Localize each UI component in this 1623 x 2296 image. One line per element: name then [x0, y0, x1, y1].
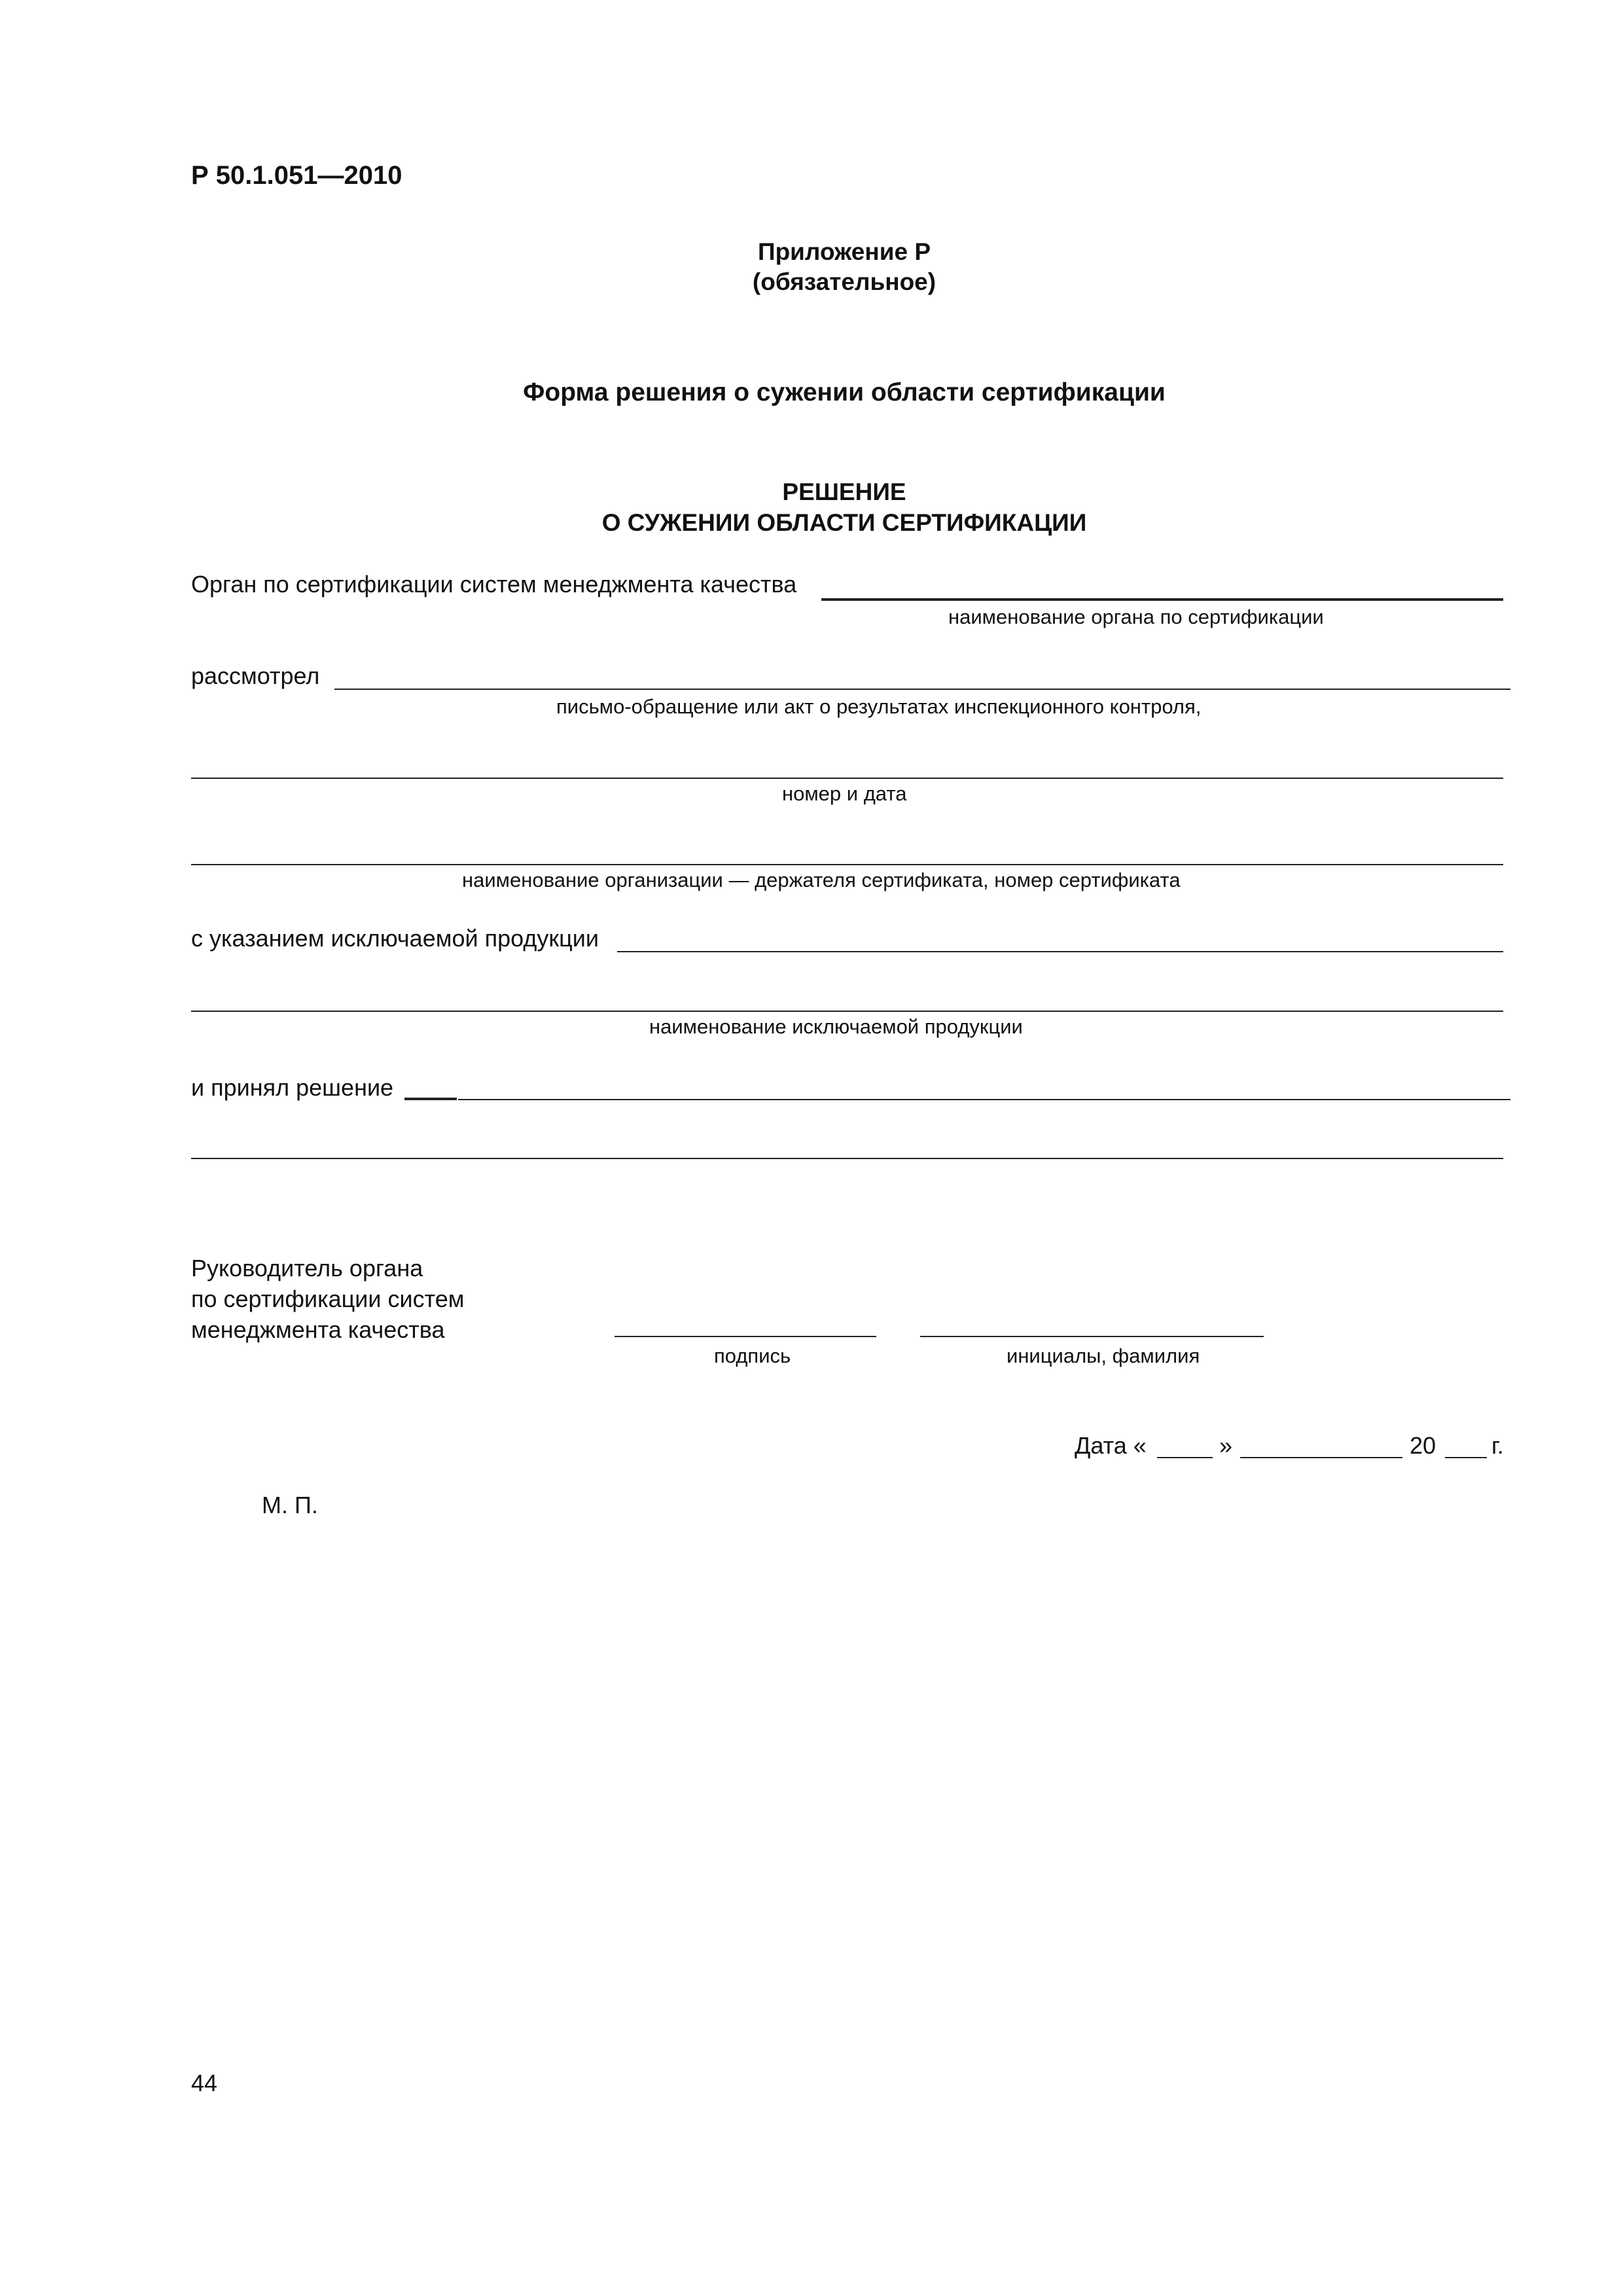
head-of-organ-label	[191, 1253, 464, 1345]
date-month-field[interactable]	[1240, 1457, 1402, 1458]
date-year-suffix: г.	[1491, 1432, 1504, 1459]
document-number: Р 50.1.051—2010	[191, 161, 402, 190]
organ-name-field[interactable]	[821, 598, 1503, 601]
appendix-status: (обязательное)	[752, 268, 936, 295]
certificate-holder-field[interactable]	[191, 864, 1503, 865]
organ-caption: наименование органа по сертификации	[948, 605, 1324, 628]
date-year-field[interactable]	[1445, 1457, 1487, 1458]
date-day-field[interactable]	[1157, 1457, 1213, 1458]
signature-caption: подпись	[714, 1344, 791, 1367]
certificate-holder-caption: наименование организации — держателя сертификата, номер сертификата	[462, 869, 1181, 891]
date-label: Дата «	[1075, 1432, 1147, 1459]
page-number: 44	[191, 2070, 218, 2096]
excluded-products-field[interactable]	[617, 951, 1503, 952]
date-quote-close: »	[1219, 1432, 1233, 1459]
initials-surname-caption: инициалы, фамилия	[1007, 1344, 1200, 1367]
reviewed-caption: письмо-обращение или акт о результатах инспекционного контроля,	[556, 695, 1202, 718]
decision-title: РЕШЕНИЕ	[782, 478, 906, 505]
head-line-1: Руководитель органа	[191, 1255, 423, 1282]
decision-field[interactable]	[458, 1099, 1510, 1100]
signature-field[interactable]	[615, 1336, 876, 1337]
decision-label: и принял решение	[191, 1074, 394, 1101]
number-date-caption: номер и дата	[782, 782, 907, 805]
decision-field-2[interactable]	[191, 1158, 1503, 1159]
head-line-2: по сертификации систем	[191, 1285, 465, 1312]
stamp-place: М. П.	[262, 1492, 318, 1518]
reviewed-label: рассмотрел	[191, 662, 320, 689]
excluded-products-caption: наименование исключаемой продукции	[649, 1015, 1023, 1038]
appendix-title: Приложение Р	[757, 238, 931, 265]
excluded-products-field-2[interactable]	[191, 1011, 1503, 1012]
date-year-prefix: 20	[1410, 1432, 1436, 1459]
excluded-products-label: с указанием исключаемой продукции	[191, 925, 599, 952]
decision-field-start[interactable]	[404, 1098, 457, 1100]
decision-subtitle: О СУЖЕНИИ ОБЛАСТИ СЕРТИФИКАЦИИ	[601, 509, 1087, 536]
head-line-3: менеджмента качества	[191, 1316, 445, 1343]
organ-label: Орган по сертификации систем менеджмента качества	[191, 571, 797, 598]
number-date-field[interactable]	[191, 778, 1503, 779]
initials-surname-field[interactable]	[920, 1336, 1264, 1337]
reviewed-document-field[interactable]	[334, 689, 1510, 690]
form-title: Форма решения о сужении области сертификации	[523, 378, 1166, 406]
decision-heading	[0, 476, 1623, 538]
appendix-heading	[0, 237, 1623, 297]
